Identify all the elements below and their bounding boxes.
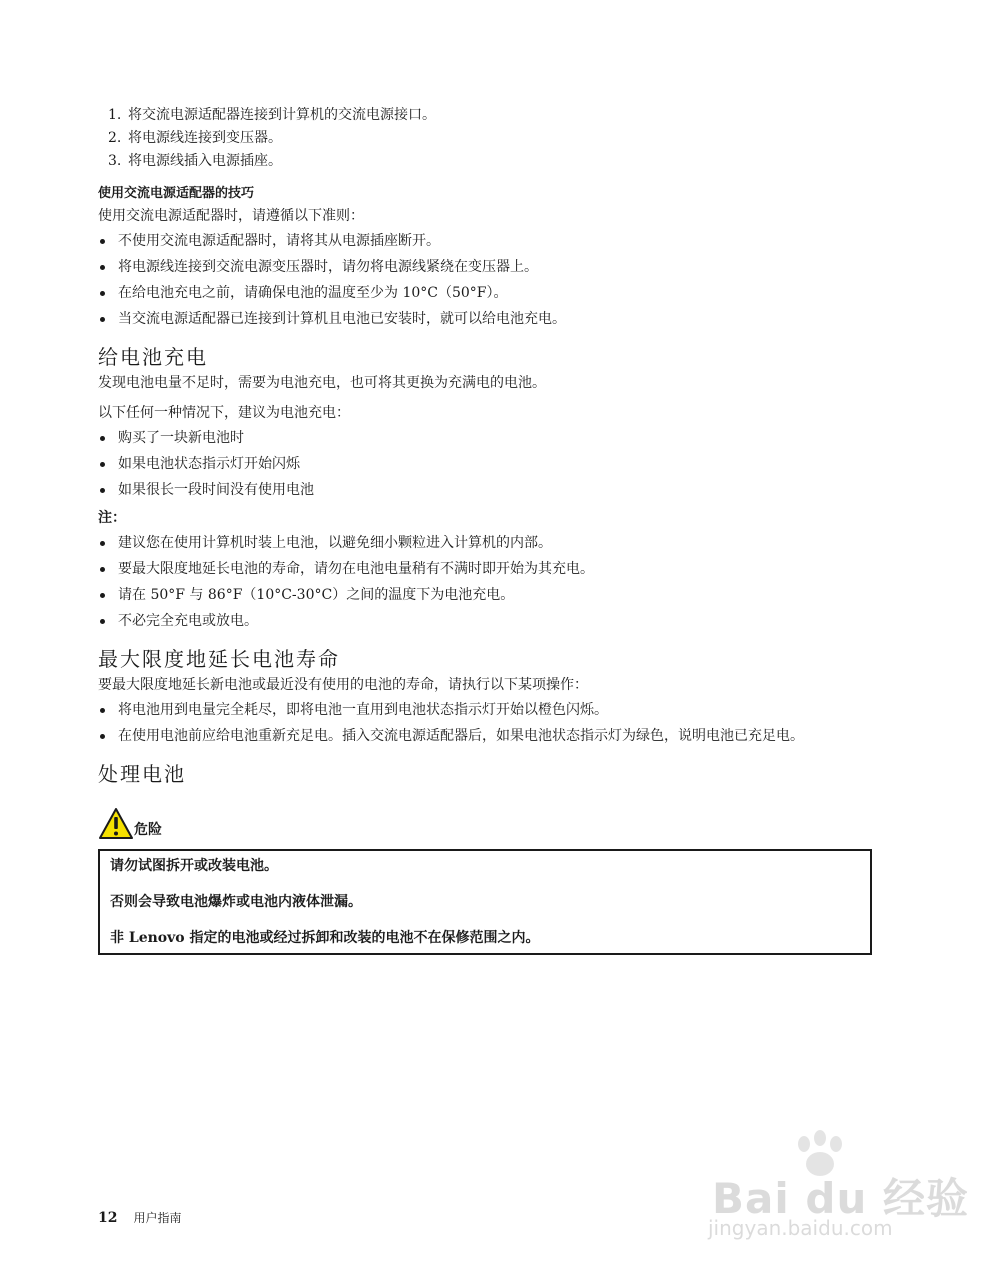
danger-label: 危险 [134,822,162,838]
list-item-text: 请在 50°F 与 86°F（10°C-30°C）之间的温度下为电池充电。 [118,587,515,603]
note-label: 注： [98,510,126,526]
charging-notes-list [98,533,878,632]
lifespan-list [98,700,878,747]
list-item-text: 在使用电池前应给电池重新充足电。插入交流电源适配器后，如果电池状态指示灯为绿色，说明电池已充足电。 [118,728,804,744]
danger-line: 非 Lenovo 指定的电池或经过拆卸和改装的电池不在保修范围之内。 [110,930,540,946]
list-item-text: 不必完全充电或放电。 [118,613,258,629]
bullet-icon [100,541,105,546]
page-content [98,104,878,955]
list-item-text: 要最大限度地延长电池的寿命，请勿在电池电量稍有不满时即开始为其充电。 [118,561,594,577]
danger-line: 请勿试图拆开或改装电池。 [110,858,278,874]
step-number: 3. [108,153,122,169]
step-text: 将电源线连接到变压器。 [128,130,282,146]
list-item-text: 将电池用到电量完全耗尽，即将电池一直用到电池状态指示灯开始以橙色闪烁。 [118,702,608,718]
list-item [98,726,878,747]
bullet-icon [100,317,105,322]
bullet-icon [100,265,105,270]
list-item [98,283,878,304]
list-item [98,585,878,606]
list-item [98,700,878,721]
bullet-icon [100,708,105,713]
lifespan-intro: 要最大限度地延长新电池或最近没有使用的电池的寿命，请执行以下某项操作： [98,677,588,693]
tips-list [98,231,878,330]
list-item [98,559,878,580]
baidu-jingyan-watermark [700,1130,969,1240]
setup-steps-list [98,104,878,173]
charging-cases-intro: 以下任何一种情况下，建议为电池充电： [98,405,350,421]
step-item [98,104,878,127]
watermark-logo-text: Bai du 经验 [712,1174,969,1223]
list-item-text: 购买了一块新电池时 [118,430,244,446]
list-item-text: 将电源线连接到交流电源变压器时，请勿将电源线紧绕在变压器上。 [118,259,538,275]
list-item-text: 当交流电源适配器已连接到计算机且电池已安装时，就可以给电池充电。 [118,311,566,327]
list-item [98,428,878,449]
step-number: 2. [108,130,122,146]
step-text: 将交流电源适配器连接到计算机的交流电源接口。 [128,107,436,123]
list-item-text: 如果电池状态指示灯开始闪烁 [118,456,300,472]
list-item [98,231,878,252]
watermark-url: jingyan.baidu.com [708,1216,893,1240]
bullet-icon [100,619,105,624]
list-item-text: 建议您在使用计算机时装上电池，以避免细小颗粒进入计算机的内部。 [118,535,552,551]
bullet-icon [100,436,105,441]
tips-intro: 使用交流电源适配器时，请遵循以下准则： [98,208,364,224]
danger-line: 否则会导致电池爆炸或电池内液体泄漏。 [110,894,362,910]
list-item [98,257,878,278]
list-item-text: 在给电池充电之前，请确保电池的温度至少为 10°C（50°F）。 [118,285,508,301]
danger-notice-box [98,849,872,955]
bullet-icon [100,488,105,493]
handling-section-title: 处理电池 [98,762,186,786]
list-item [98,309,878,330]
bullet-icon [100,239,105,244]
bullet-icon [100,462,105,467]
charging-intro: 发现电池电量不足时，需要为电池充电，也可将其更换为充满电的电池。 [98,375,546,391]
list-item [98,611,878,632]
page-number: 12 [98,1210,118,1226]
step-item [98,150,878,173]
bullet-icon [100,734,105,739]
list-item [98,480,878,501]
bullet-icon [100,567,105,572]
bullet-icon [100,291,105,296]
step-item [98,127,878,150]
lifespan-section-title: 最大限度地延长电池寿命 [98,647,340,671]
list-item-text: 不使用交流电源适配器时，请将其从电源插座断开。 [118,233,440,249]
charging-section-title: 给电池充电 [98,345,208,369]
warning-triangle-icon [98,807,134,841]
danger-heading [98,801,878,841]
tips-heading: 使用交流电源适配器的技巧 [98,186,255,201]
list-item-text: 如果很长一段时间没有使用电池 [118,482,314,498]
step-number: 1. [108,107,122,123]
page-footer [98,1209,182,1226]
bullet-icon [100,593,105,598]
list-item [98,454,878,475]
list-item [98,533,878,554]
charging-cases-list [98,428,878,501]
guide-title: 用户指南 [133,1211,182,1225]
step-text: 将电源线插入电源插座。 [128,153,282,169]
